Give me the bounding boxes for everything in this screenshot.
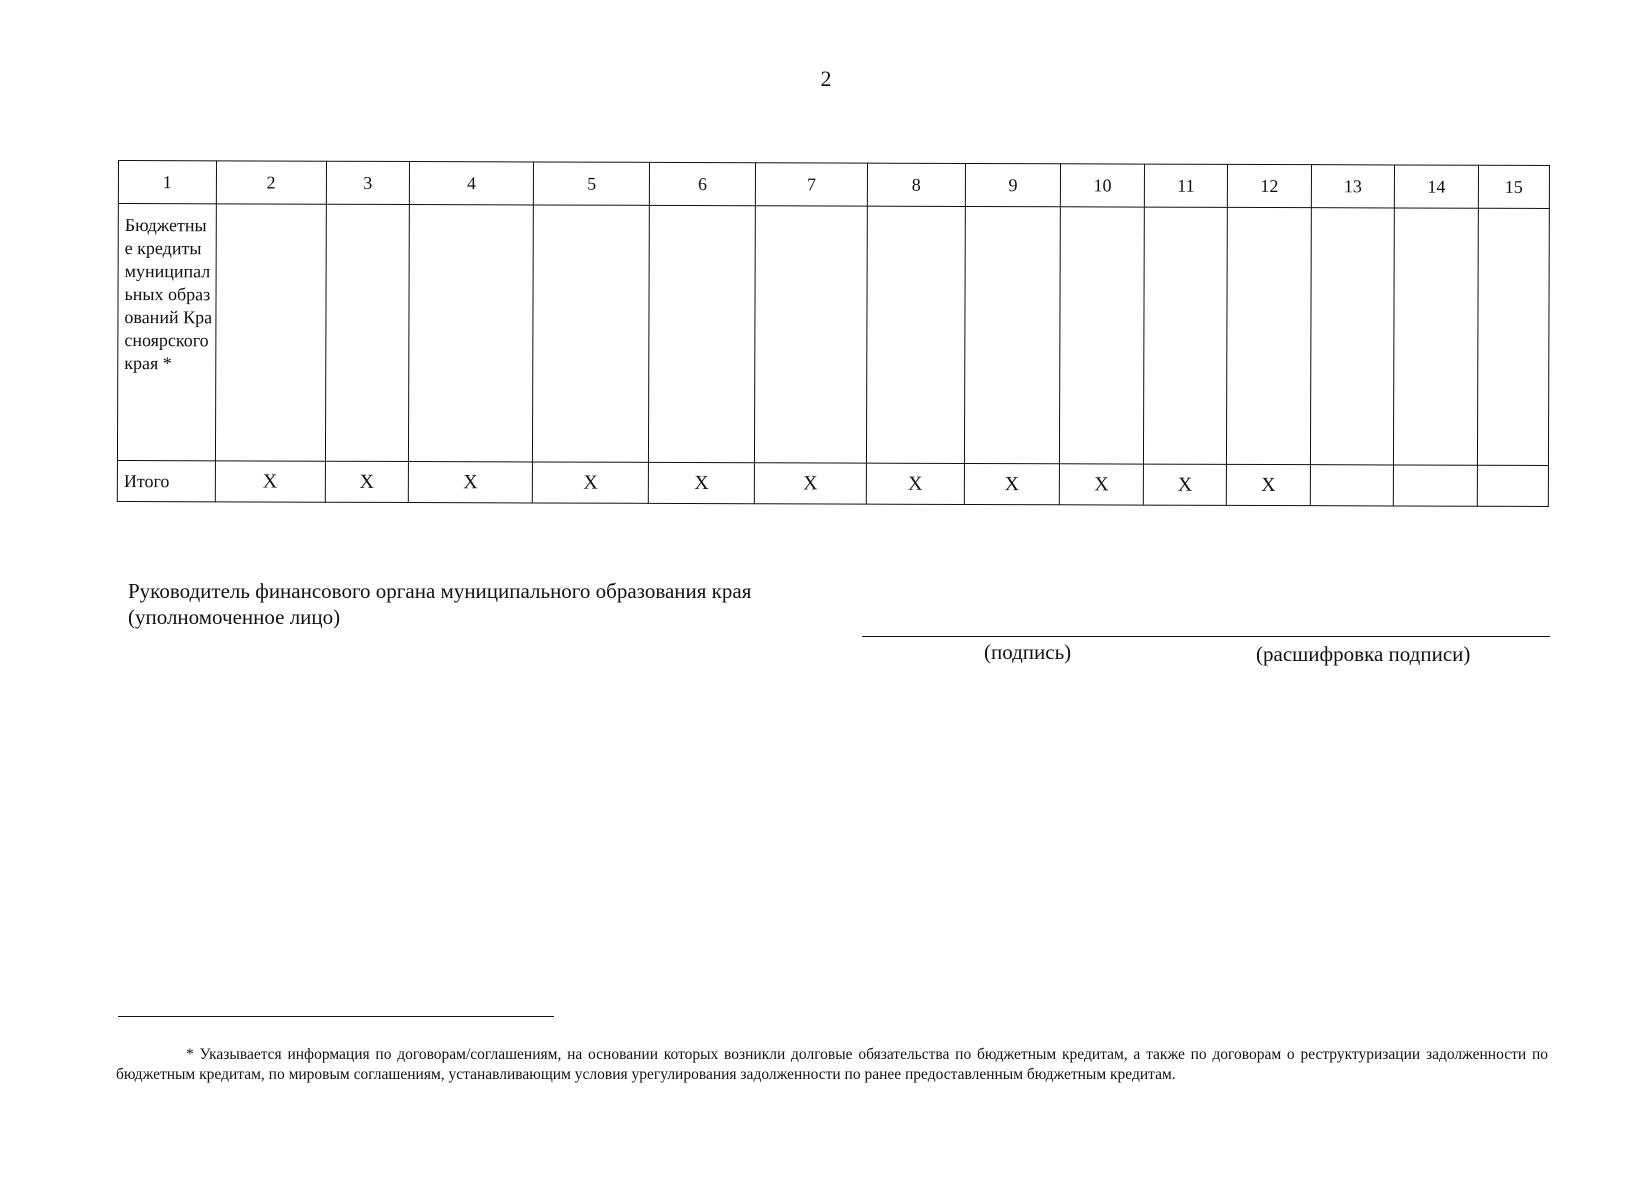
table-cell — [409, 205, 534, 462]
total-cell: Х — [408, 462, 532, 503]
column-number: 4 — [409, 162, 533, 205]
table-cell — [1143, 207, 1227, 464]
table-cell — [215, 204, 326, 461]
total-cell: Х — [649, 462, 755, 503]
table-cell — [1060, 207, 1144, 464]
total-cell: Х — [1227, 464, 1311, 505]
column-number: 6 — [650, 162, 756, 205]
column-number: 9 — [965, 163, 1061, 206]
table-cell — [755, 206, 868, 463]
table-cell — [1227, 207, 1311, 464]
footnote-divider — [118, 1016, 554, 1017]
total-cell — [1310, 465, 1394, 506]
total-cell: Х — [964, 463, 1060, 504]
column-number: 12 — [1228, 164, 1312, 207]
column-number: 11 — [1144, 164, 1228, 207]
total-cell: Х — [1060, 464, 1144, 505]
total-cell: Х — [754, 463, 866, 504]
column-number: 13 — [1311, 165, 1395, 208]
signer-title — [128, 578, 751, 630]
table-cell — [964, 206, 1061, 463]
table-cell — [1477, 208, 1549, 465]
total-cell — [1394, 465, 1478, 506]
total-row — [117, 460, 1548, 506]
column-number: 8 — [867, 163, 965, 206]
total-cell: Х — [325, 461, 409, 502]
row-label: Бюджетные кредиты муниципальных образований Красноярского края * — [117, 204, 216, 461]
table-cell — [1394, 208, 1478, 465]
table-cell — [1310, 208, 1394, 465]
column-number: 1 — [118, 161, 216, 204]
signature-caption: (подпись) — [984, 640, 1072, 664]
column-number: 2 — [216, 161, 326, 204]
total-cell — [1477, 465, 1548, 506]
column-number: 14 — [1395, 165, 1479, 208]
signature-line — [862, 636, 1550, 637]
signer-title-line1: Руководитель финансового органа муниципального образования края — [128, 579, 752, 603]
page-number: 2 — [820, 66, 832, 91]
signer-title-line2: (уполномоченное лицо) — [128, 605, 341, 629]
budget-credits-table — [117, 160, 1550, 507]
signature-decode-caption: (расшифровка подписи) — [1256, 642, 1471, 666]
column-number: 7 — [755, 163, 867, 206]
table-cell — [325, 204, 409, 461]
table-cell — [866, 206, 965, 463]
column-number: 10 — [1061, 164, 1145, 207]
total-cell: Х — [533, 462, 649, 503]
column-number: 5 — [534, 162, 650, 205]
total-label: Итого — [117, 460, 215, 501]
budget-credits-row — [117, 204, 1549, 466]
column-number: 3 — [326, 161, 410, 204]
footnote-text: * Указывается информация по договорам/соглашениям, на основании которых возникли долговые обязательства по бюджетным кредитам, а также по договорам о реструктуризации задолженности по бюджетным кредитам, по мировым соглашениям, устанавливающим условия урегулирования задолженности по ранее предоставленным бюджетным кредитам. — [116, 1046, 1548, 1083]
column-number-row — [118, 161, 1549, 209]
total-cell: Х — [215, 461, 325, 502]
table-cell — [649, 205, 756, 462]
column-number: 15 — [1478, 165, 1549, 208]
total-cell: Х — [1143, 464, 1227, 505]
table-cell — [533, 205, 650, 462]
total-cell: Х — [866, 463, 964, 504]
